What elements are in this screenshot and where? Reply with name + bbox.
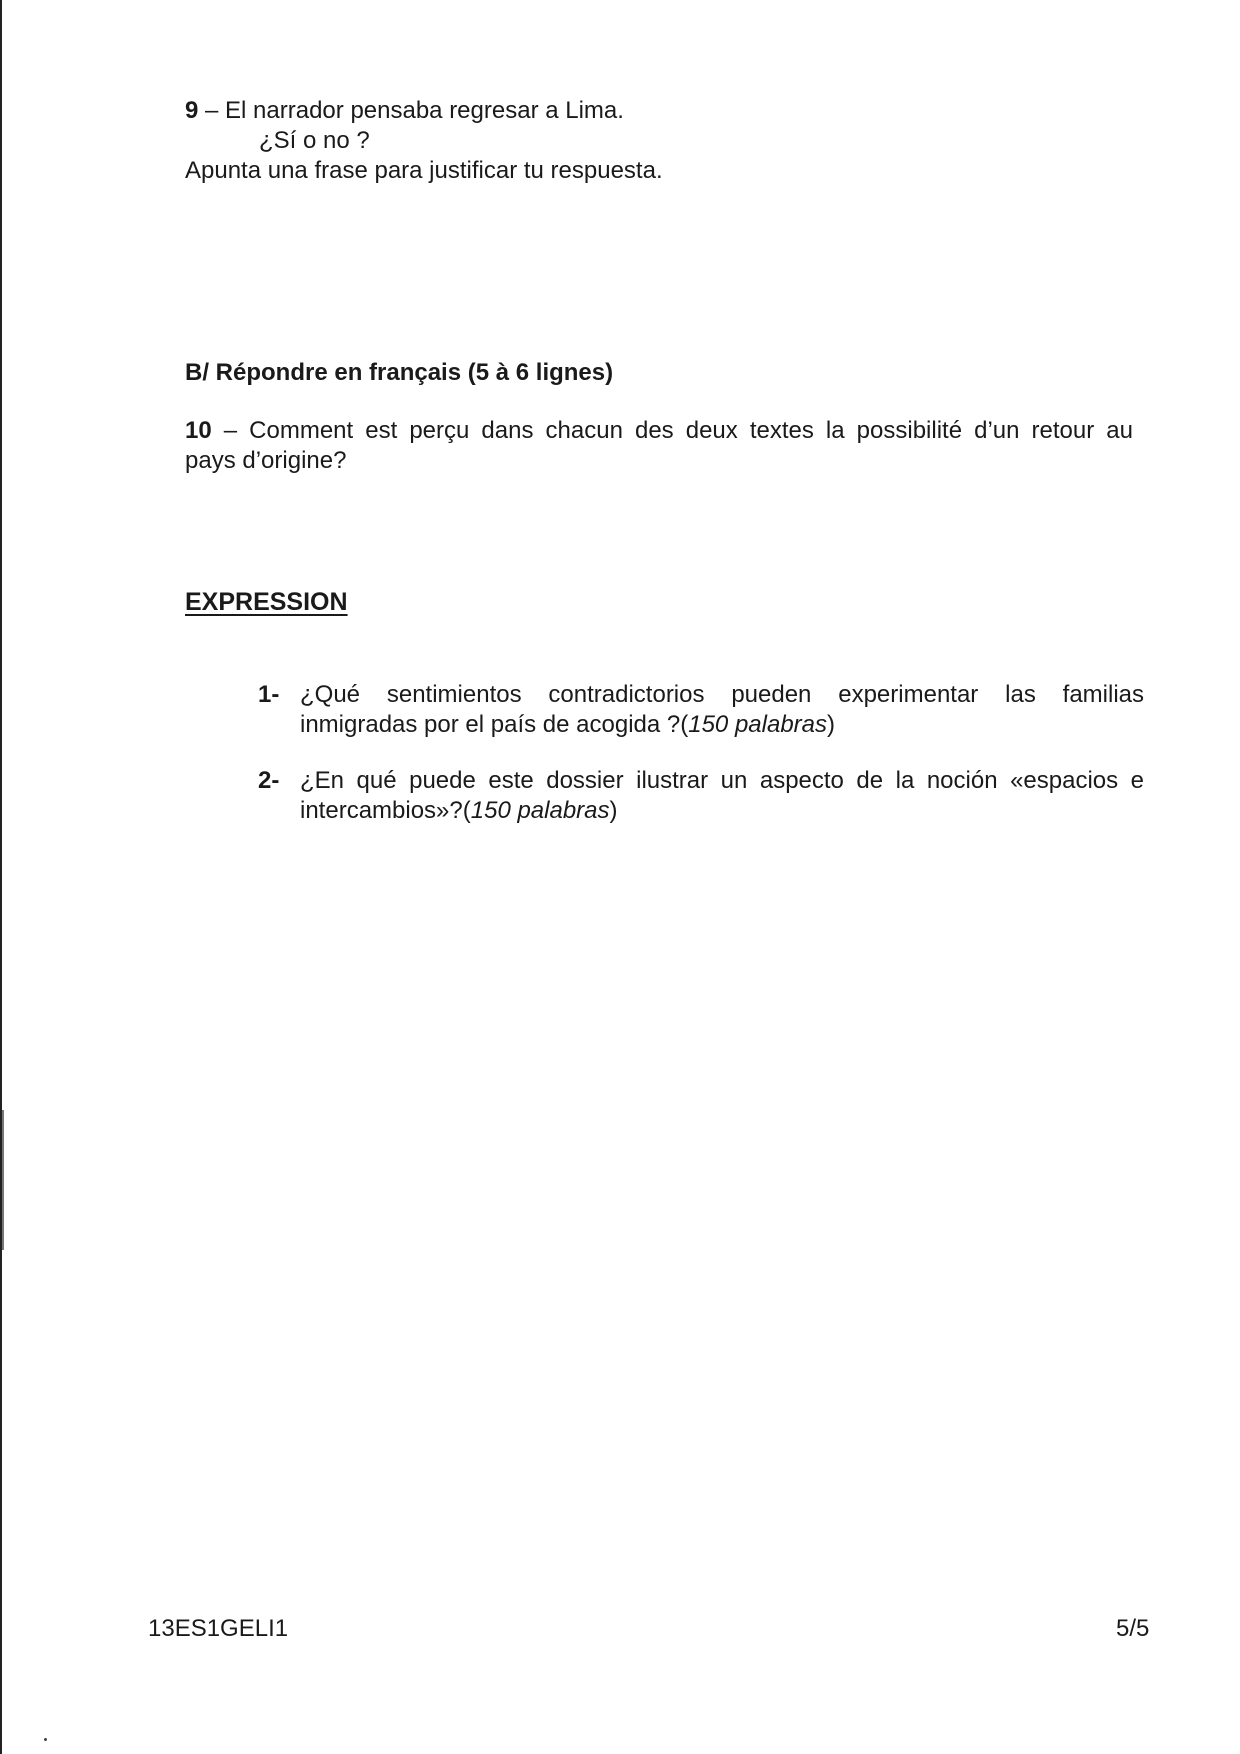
expression-item-1-line-2 [300,710,1144,740]
expression-item-2-line-1: ¿En qué puede este dossier ilustrar un aspecto de la noción «espacios e [300,767,1144,794]
section-b-title: B/ Répondre en français (5 à 6 lignes) [185,359,614,386]
expression-title: EXPRESSION [185,588,348,616]
expression-item-2-close: ) [609,797,618,824]
expression-item-1-close: ) [827,711,836,738]
question-9-line [185,96,885,126]
question-10 [185,416,1133,476]
question-9-yes-no: ¿Sí o no ? [259,127,370,154]
footer-code: 13ES1GELI1 [148,1615,289,1642]
question-9-instruction: Apunta una frase para justificar tu respuesta. [185,157,663,184]
expression-item-2 [258,766,1144,826]
question-10-line-1 [185,416,1133,446]
footer-page-number: 5/5 [1116,1615,1150,1642]
question-9-dash: – [198,97,226,124]
expression-item-1-number: 1- [258,681,280,708]
question-9-number: 9 [185,97,199,124]
question-10-text-1: Comment est perçu dans chacun des deux textes la possibilité d’un retour au [249,417,1133,444]
question-10-line-2: pays d’origine? [185,447,347,474]
expression-item-1-line-1: ¿Qué sentimientos contradictorios pueden experimentar las familias [300,681,1144,708]
scan-left-edge [0,0,2,1754]
question-9 [185,96,885,186]
expression-item-2-line-2-text: intercambios»?( [300,797,471,824]
expression-item-2-line-2 [300,796,1144,826]
expression-item-2-number: 2- [258,767,280,794]
question-9-statement: El narrador pensaba regresar a Lima. [225,97,624,124]
expression-item-1-word-count: 150 palabras [688,711,828,738]
question-10-dash: – [211,417,250,444]
scan-edge-mark [2,1110,4,1250]
scan-speck [44,1738,47,1741]
expression-item-1-line-2-text: inmigradas por el país de acogida ?( [300,711,689,738]
question-10-number: 10 [185,417,212,444]
expression-item-2-word-count: 150 palabras [470,797,610,824]
expression-item-1 [258,680,1144,740]
